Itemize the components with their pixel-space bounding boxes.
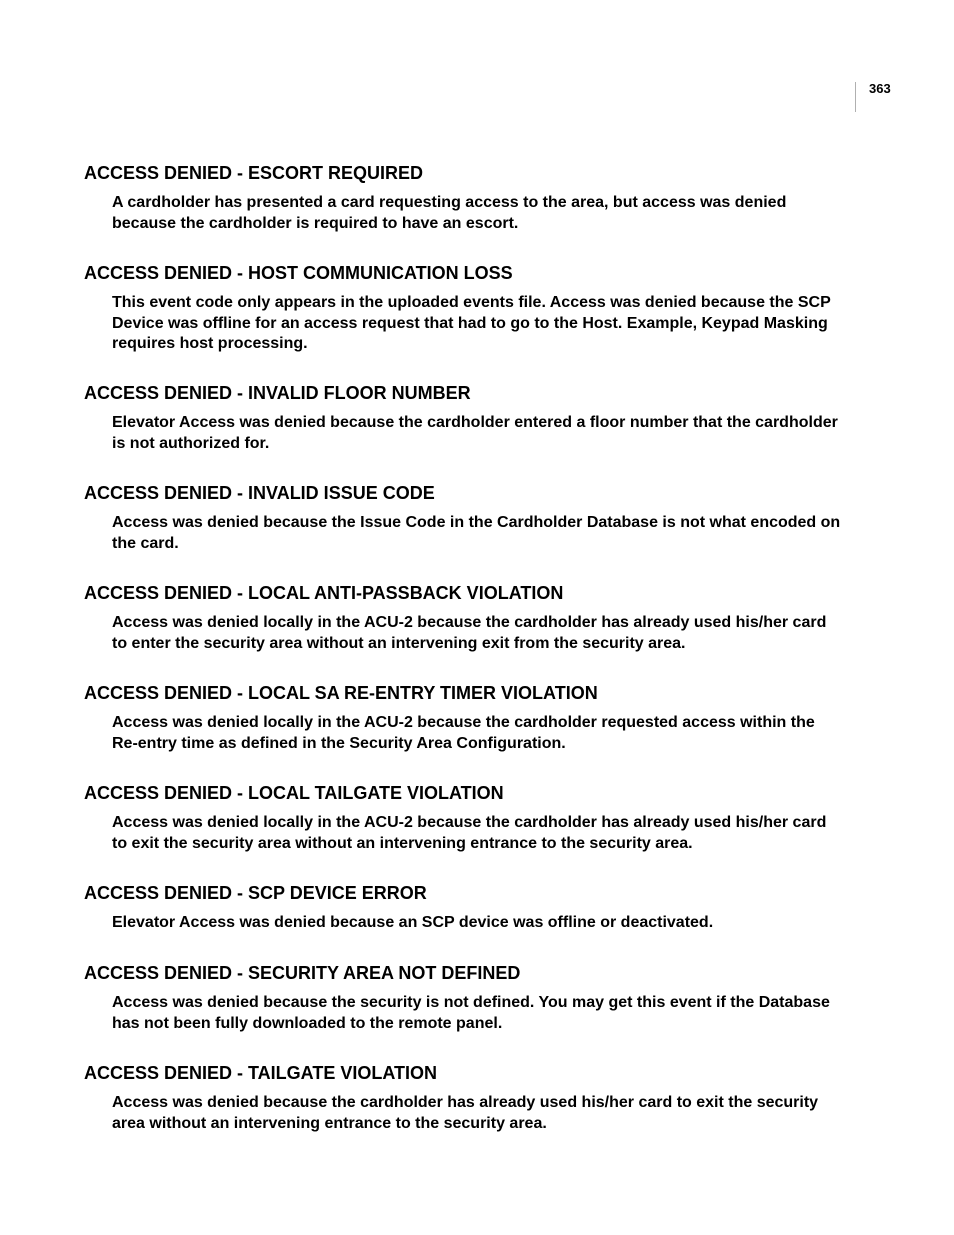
entry-invalid-floor-number (84, 382, 844, 482)
entry-heading: ACCESS DENIED - LOCAL SA RE-ENTRY TIMER VIOLATION (84, 683, 598, 703)
entry-heading: ACCESS DENIED - TAILGATE VIOLATION (84, 1063, 438, 1083)
entry-description: Access was denied because the cardholder has already used his/her card to exit the security area without an intervening entrance to the security area. (112, 1094, 819, 1132)
entry-description: Access was denied locally in the ACU-2 because the cardholder requested access within the Re-entry time as defined in the Security Area Configuration. (112, 714, 815, 752)
entry-heading: ACCESS DENIED - INVALID ISSUE CODE (84, 483, 435, 503)
entry-description: Access was denied locally in the ACU-2 because the cardholder has already used his/her card to exit the security area without an intervening entrance to the security area. (112, 814, 827, 852)
page-number-rule (855, 82, 856, 112)
entry-description: Elevator Access was denied because the cardholder entered a floor number that the cardholder is not authorized for. (112, 414, 838, 452)
entry-heading: ACCESS DENIED - ESCORT REQUIRED (84, 163, 424, 183)
entry-description: Access was denied because the Issue Code in the Cardholder Database is not what encoded on the card. (112, 514, 841, 552)
entry-tailgate-violation (84, 1062, 844, 1162)
entry-description: This event code only appears in the uploaded events file. Access was denied because the SCP Device was offline for an access request that had to go to the Host. Example, Keypad Masking requires host processing. (112, 294, 831, 352)
entry-heading: ACCESS DENIED - SCP DEVICE ERROR (84, 883, 427, 903)
entry-description: A cardholder has presented a card requesting access to the area, but access was denied because the cardholder is required to have an escort. (112, 194, 787, 232)
entry-heading: ACCESS DENIED - HOST COMMUNICATION LOSS (84, 263, 513, 283)
entry-heading: ACCESS DENIED - SECURITY AREA NOT DEFINED (84, 963, 521, 983)
entry-description: Elevator Access was denied because an SCP device was offline or deactivated. (112, 914, 714, 931)
entry-escort-required (84, 162, 844, 262)
event-code-list (84, 162, 844, 1162)
entry-heading: ACCESS DENIED - LOCAL ANTI-PASSBACK VIOLATION (84, 583, 564, 603)
entry-local-sa-re-entry-timer-violation (84, 682, 844, 782)
entry-heading: ACCESS DENIED - LOCAL TAILGATE VIOLATION (84, 783, 504, 803)
entry-local-tailgate-violation (84, 782, 844, 882)
entry-heading: ACCESS DENIED - INVALID FLOOR NUMBER (84, 383, 471, 403)
entry-security-area-not-defined (84, 962, 844, 1062)
entry-description: Access was denied locally in the ACU-2 because the cardholder has already used his/her card to enter the security area without an intervening exit from the security area. (112, 614, 827, 652)
entry-description: Access was denied because the security is not defined. You may get this event if the Database has not been fully downloaded to the remote panel. (112, 994, 830, 1032)
page-number: 363 (869, 81, 891, 96)
entry-host-communication-loss (84, 262, 844, 382)
entry-local-anti-passback-violation (84, 582, 844, 682)
entry-scp-device-error (84, 882, 844, 962)
entry-invalid-issue-code (84, 482, 844, 582)
